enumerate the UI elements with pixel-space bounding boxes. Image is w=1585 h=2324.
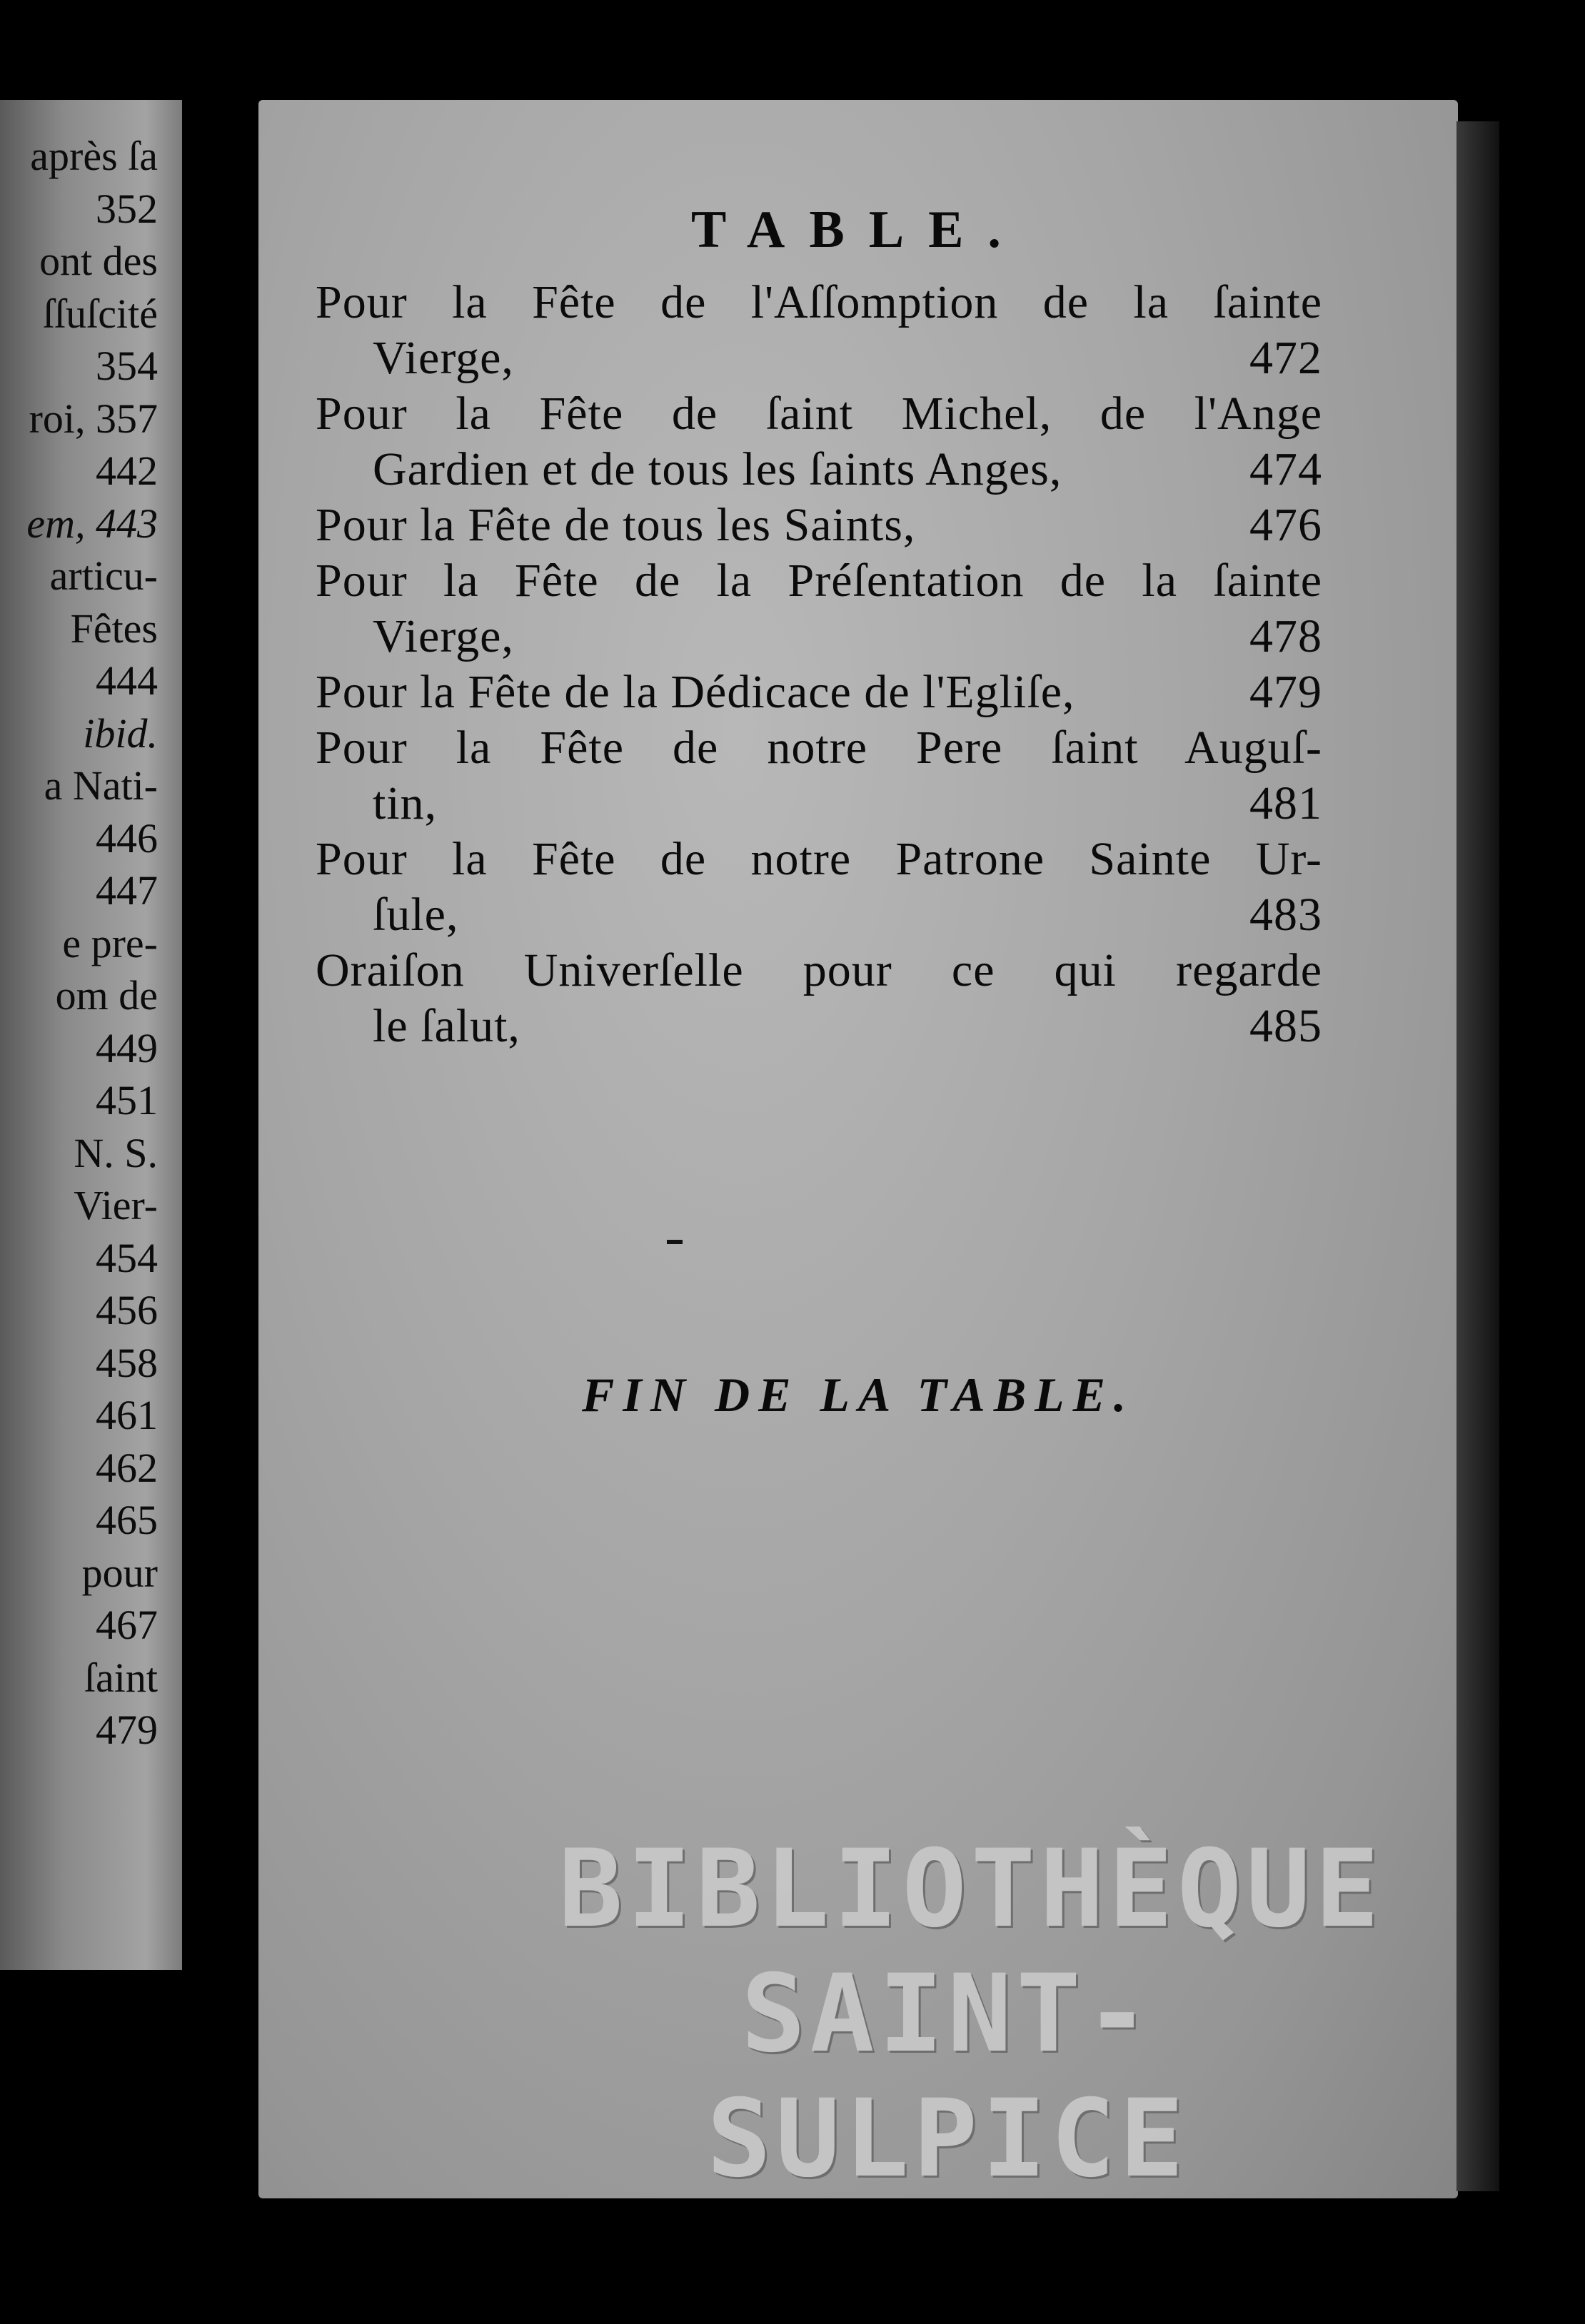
facing-page-line: N. S.: [74, 1129, 158, 1176]
toc-page-number: 472: [1249, 332, 1322, 384]
toc-entry: [316, 553, 1322, 665]
toc-entry: [316, 665, 1322, 720]
facing-page-line: 479: [96, 1707, 158, 1753]
toc-entry-title: Pour la Fête de notre Patrone Sainte Ur-: [316, 833, 1322, 885]
toc-entry-continuation: Vierge,: [373, 332, 514, 384]
facing-page-line: ſſuſcité: [42, 290, 158, 337]
facing-page-line: ſaint: [84, 1654, 158, 1701]
book-gutter: [182, 0, 261, 2324]
facing-page-line: roi, 357: [29, 395, 158, 442]
toc-page-number: 478: [1249, 610, 1322, 662]
toc-entry-continuation: tin,: [373, 777, 438, 829]
toc-page-number: 479: [1249, 666, 1322, 718]
facing-page-line: 467: [96, 1602, 158, 1648]
toc-entry-continuation: ſule,: [373, 889, 459, 941]
toc-page-number: 476: [1249, 499, 1322, 551]
toc-entry-continuation: le ſalut,: [373, 1000, 520, 1052]
facing-page-line: 442: [96, 448, 158, 494]
toc-page-number: 481: [1249, 777, 1322, 829]
toc-entry-title: Pour la Fête de l'Aſſomption de la ſainte: [316, 276, 1322, 328]
facing-page-line: 451: [96, 1077, 158, 1123]
facing-page-line: articu-: [49, 552, 158, 599]
page-edge-shadow: [1456, 121, 1499, 2191]
facing-page-line: 447: [96, 867, 158, 914]
toc-entry-title: Pour la Fête de ſaint Michel, de l'Ange: [316, 388, 1322, 440]
toc-entry: [316, 943, 1322, 1054]
table-of-contents: [316, 275, 1322, 1054]
toc-entry: [316, 832, 1322, 943]
stamp-line-1: BIBLIOTHÈQUE: [558, 1827, 1384, 1951]
toc-entry-title: Pour la Fête de notre Pere ſaint Auguſ-: [316, 722, 1322, 774]
facing-page-line: 465: [96, 1497, 158, 1543]
facing-page-line: e pre-: [62, 919, 158, 966]
stamp-line-2: SAINT-SULPICE: [558, 1952, 1337, 2202]
facing-page-line: 456: [96, 1287, 158, 1333]
toc-entry-title: Pour la Fête de la Préſentation de la ſainte: [316, 555, 1322, 607]
facing-page-line: pour: [81, 1549, 158, 1596]
toc-entry-continuation: Vierge,: [373, 610, 514, 662]
facing-page-line: 354: [96, 343, 158, 389]
facing-page-line: Fêtes: [70, 605, 158, 652]
facing-page-line: 446: [96, 814, 158, 862]
toc-entry-continuation: Gardien et de tous les ſaints Anges,: [373, 443, 1062, 495]
end-of-table-title: FIN DE LA TABLE.: [582, 1368, 1134, 1422]
facing-page-line: 449: [96, 1024, 158, 1071]
toc-entry-title: Oraiſon Univerſelle pour ce qui regarde: [316, 944, 1322, 996]
facing-page-line: 461: [96, 1392, 158, 1438]
book-page: [258, 100, 1458, 2201]
facing-page-line: om de: [55, 972, 158, 1019]
toc-entry: [316, 497, 1322, 553]
separator-dash: [667, 1240, 683, 1244]
facing-page-line: ibid.: [83, 709, 158, 757]
toc-entry-title: Pour la Fête de tous les Saints,: [316, 499, 916, 551]
facing-page-line: 454: [96, 1234, 158, 1281]
facing-page-line: 458: [96, 1339, 158, 1386]
toc-entry: [316, 386, 1322, 497]
toc-entry: [316, 720, 1322, 832]
toc-page-number: 485: [1249, 1000, 1322, 1052]
facing-page-line: a Nati-: [44, 762, 158, 809]
library-perforation-stamp: [558, 1827, 1384, 2202]
facing-page-line: 462: [96, 1444, 158, 1491]
facing-page-fragment: [0, 100, 182, 1970]
toc-page-number: 474: [1249, 443, 1322, 495]
facing-page-line: em, 443: [26, 500, 158, 547]
facing-page-line: Vier-: [74, 1182, 158, 1228]
toc-page-number: 483: [1249, 889, 1322, 941]
facing-page-line: après ſa: [30, 133, 158, 179]
toc-entry: [316, 275, 1322, 386]
toc-entry-title: Pour la Fête de la Dédicace de l'Egliſe,: [316, 666, 1075, 718]
facing-page-line: ont des: [39, 238, 158, 284]
page-heading: TABLE.: [691, 201, 1025, 259]
facing-page-line: 444: [96, 657, 158, 704]
facing-page-line: 352: [96, 185, 158, 232]
